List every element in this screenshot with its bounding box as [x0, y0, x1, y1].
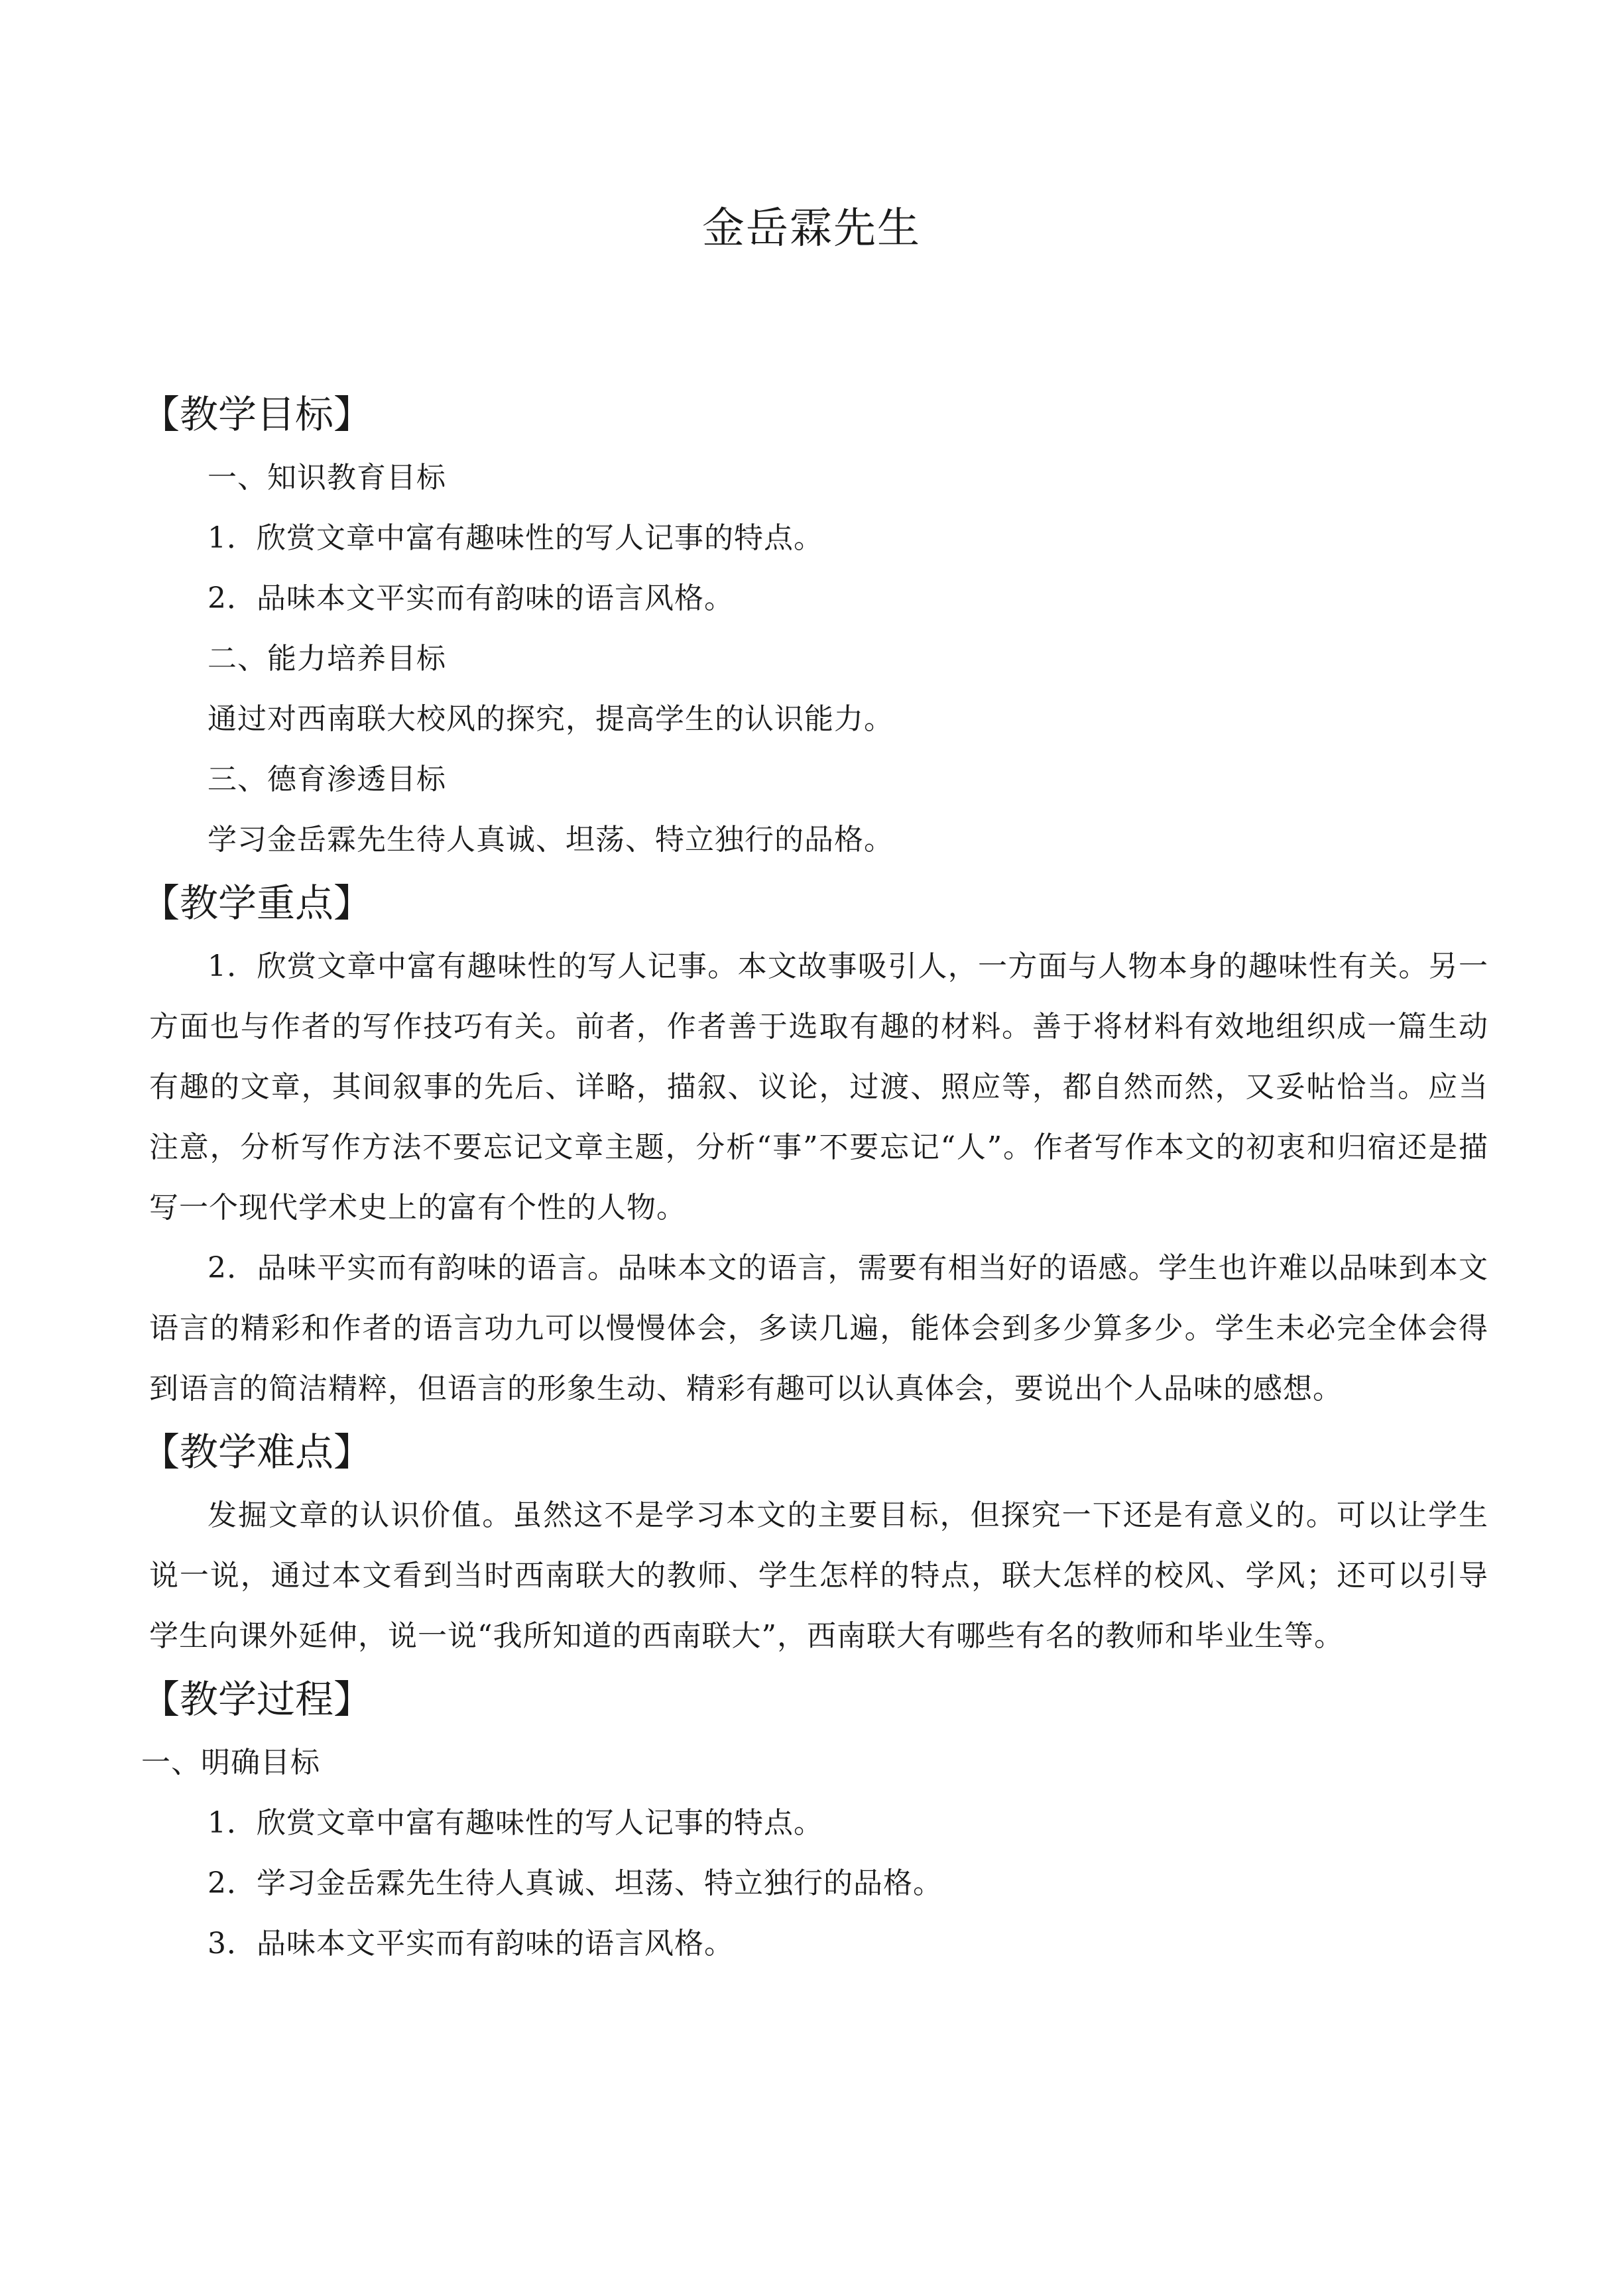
- document-body: [141, 381, 1488, 1974]
- paragraph: 1．欣赏文章中富有趣味性的写人记事的特点。: [208, 521, 823, 555]
- paragraph: 1．欣赏文章中富有趣味性的写人记事。本文故事吸引人，一方面与人物本身的趣味性有关。另一方面也与作者的写作技巧有关。前者，作者善于选取有趣的材料。善于将材料有效地组织成一篇生动有趣的文章，其间叙事的先后、详略，描叙、议论，过渡、照应等，都自然而然，又妥帖恰当。应当注意，分析写作方法不要忘记文章主题，分析“事”不要忘记“人”。作者写作本文的初衷和归宿还是描写一个现代学术史上的富有个性的人物。: [149, 949, 1488, 1225]
- document-title: 金岳霖先生: [702, 204, 921, 253]
- paragraph: 二、能力培养目标: [208, 642, 446, 676]
- paragraph: 通过对西南联大校风的探究，提高学生的认识能力。: [208, 702, 894, 736]
- section-heading-key-points: 【教学重点】: [141, 880, 373, 926]
- paragraph: 2．品味平实而有韵味的语言。品味本文的语言，需要有相当好的语感。学生也许难以品味到本文语言的精彩和作者的语言功九可以慢慢体会，多读几遍，能体会到多少算多少。学生未必完全体会得到语言的简洁精粹，但语言的形象生动、精彩有趣可以认真体会，要说出个人品味的感想。: [149, 1251, 1488, 1406]
- section-heading-teaching-goals: 【教学目标】: [141, 392, 373, 437]
- section-heading-difficulties: 【教学难点】: [141, 1429, 373, 1475]
- paragraph: 1．欣赏文章中富有趣味性的写人记事的特点。: [208, 1806, 823, 1840]
- paragraph: 2．品味本文平实而有韵味的语言风格。: [208, 581, 734, 615]
- paragraph: 学习金岳霖先生待人真诚、坦荡、特立独行的品格。: [208, 823, 894, 857]
- subheading: 一、明确目标: [141, 1746, 320, 1780]
- paragraph: 2．学习金岳霖先生待人真诚、坦荡、特立独行的品格。: [208, 1866, 943, 1900]
- paragraph: 发掘文章的认识价值。虽然这不是学习本文的主要目标，但探究一下还是有意义的。可以让学生说一说，通过本文看到当时西南联大的教师、学生怎样的特点，联大怎样的校风、学风；还可以引导学生向课外延伸，说一说“我所知道的西南联大”，西南联大有哪些有名的教师和毕业生等。: [149, 1498, 1488, 1653]
- section-heading-teaching-process: 【教学过程】: [141, 1677, 373, 1722]
- paragraph: 一、知识教育目标: [208, 461, 446, 495]
- paragraph: 3．品味本文平实而有韵味的语言风格。: [208, 1927, 734, 1961]
- paragraph: 三、德育渗透目标: [208, 762, 446, 796]
